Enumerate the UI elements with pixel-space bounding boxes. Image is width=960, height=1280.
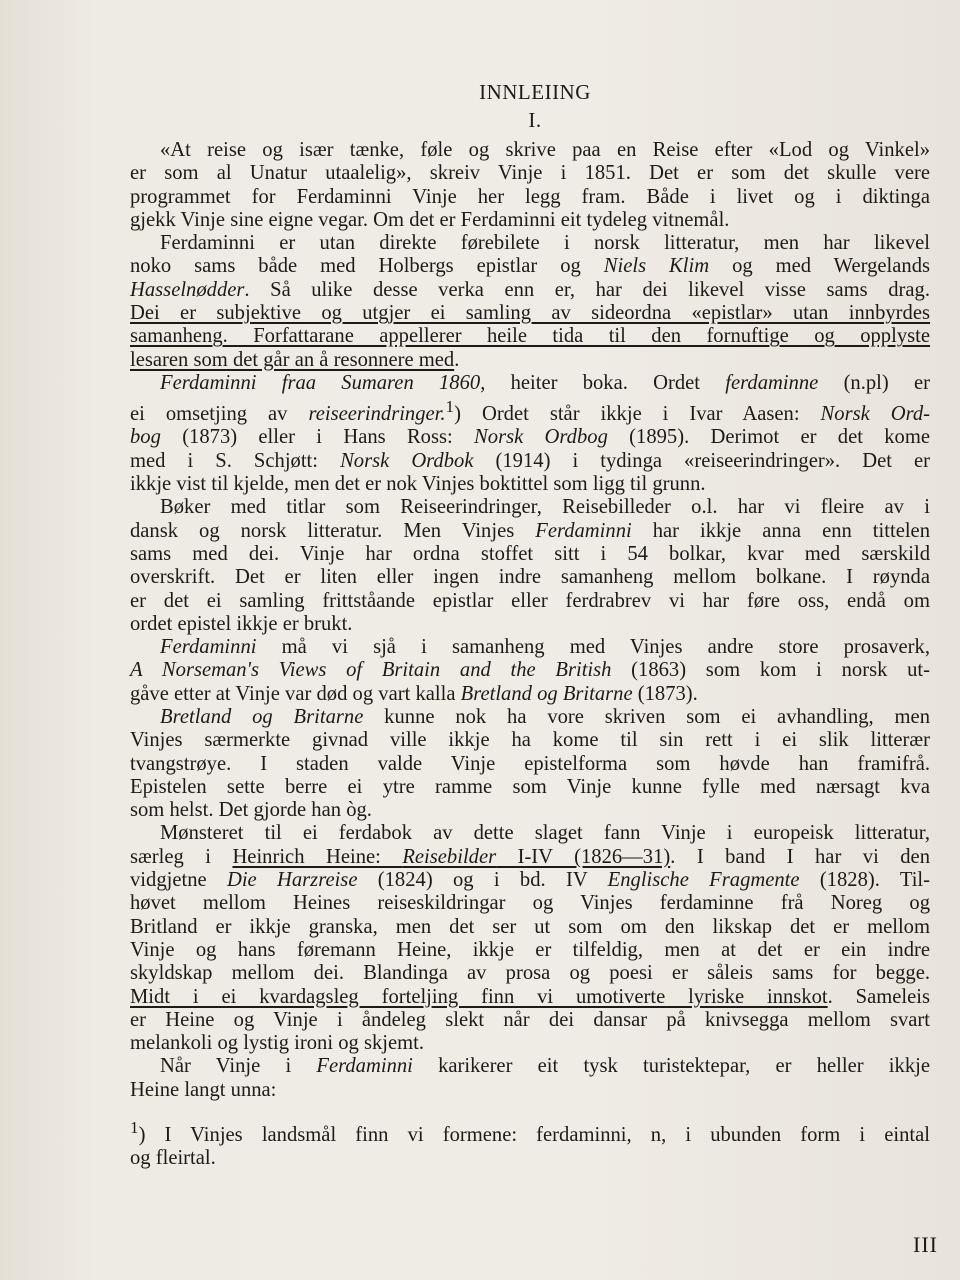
underlined-passage: samanheng. Forfattarane appellerer heile tida til den fornuftige og opplyste: [130, 325, 930, 348]
underlined-passage: Midt i ei kvardagsleg forteljing finn vi umotiverte lyriske innskot: [130, 985, 828, 1008]
text-line: programmet for Ferdaminni Vinje her legg fram. Både i livet og i diktinga: [130, 185, 930, 208]
text-line: [130, 302, 930, 325]
text-line: Når Vinje i Ferdaminni karikerer eit tysk turistektepar, er heller ikkje: [160, 1055, 930, 1078]
text-line: overskrift. Det er liten eller ingen indre samanheng mellom bolkane. I røynda: [130, 566, 930, 589]
text-line: Vinjes særmerkte givnad ville ikkje ha kome til sin rett i ei slik litterær: [130, 729, 930, 752]
text-line: gåve etter at Vinje var død og vart kalla Bretland og Britarne (1873).: [130, 682, 698, 705]
text-line: noko sams både med Holbergs epistlar og Niels Klim og med Wergelands: [130, 255, 931, 278]
text-line: tvangstrøye. I staden valde Vinje epistelforma som høvde han framifrå.: [130, 752, 930, 775]
text-line: Britland er ikkje granska, men det ser ut som om den likskap det er mellom: [130, 915, 930, 938]
text-line: vidgjetne Die Harzreise (1824) og i bd. IV Englische Fragmente (1828). Til-: [130, 869, 931, 892]
underlined-passage: Dei er subjektive og utgjer ei samling av sideordna «epistlar» utan innbyrdes: [130, 302, 930, 325]
text-line: Epistelen sette berre ei ytre ramme som Vinje kunne fylle med nærsagt kva: [130, 775, 930, 798]
text-line: ei omsetjing av reiseerindringer.$^1$) Ordet står ikkje i Ivar Aasen: Norsk Ord-: [130, 397, 930, 426]
footnote-ref: 1: [445, 397, 455, 417]
text-line: dansk og norsk litteratur. Men Vinjes Ferdaminni har ikkje anna enn tittelen: [130, 519, 930, 542]
text-line: Hasselnødder. Så ulike desse verka enn er, har dei likevel visse sams drag.: [130, 278, 930, 301]
text-line: Ferdaminni er utan direkte førebilete i norsk litteratur, men har likevel: [160, 232, 930, 255]
underlined-passage: Heinrich Heine: Reisebilder I-IV (1826—31): [232, 845, 671, 868]
text-line: Midt i ei kvardagsleg forteljing finn vi umotiverte lyriske innskot. Sameleis: [130, 985, 931, 1008]
footnote: $^1$) I Vinjes landsmål finn vi formene: ferdaminni, n, i ubunden form i eintal: [130, 1118, 930, 1146]
text-line: «At reise og især tænke, føle og skrive paa en Reise efter «Lod og Vinkel»: [160, 139, 930, 161]
underlined-passage: lesaren som det går an å resonnere med: [130, 348, 455, 371]
chapter-title: INNLEIING: [479, 80, 591, 104]
text-line: bog (1873) eller i Hans Ross: Norsk Ordbog (1895). Derimot er det kome: [130, 426, 930, 449]
section-number: I.: [528, 108, 542, 132]
footnote: og fleirtal.: [130, 1147, 216, 1170]
text-line: Mønsteret til ei ferdabok av dette slaget fann Vinje i europeisk litteratur,: [160, 822, 930, 845]
text-line: skyldskap mellom dei. Blandinga av prosa og poesi er såleis sams for begge.: [130, 962, 930, 985]
text-line: er det ei samling frittståande epistlar eller ferdrabrev vi har føre oss, endå om: [130, 589, 930, 612]
text-line: høvet mellom Heines reiseskildringar og Vinjes ferdaminne frå Noreg og: [130, 892, 930, 915]
text-line: er som al Unatur utaalelig», skreiv Vinje i 1851. Det er som det skulle vere: [130, 162, 930, 185]
text-line: sams med dei. Vinje har ordna stoffet sitt i 54 bolkar, kvar med særskild: [130, 542, 930, 565]
text-line: ordet epistel ikkje er brukt.: [130, 612, 353, 635]
text-line: ikkje vist til kjelde, men det er nok Vinjes boktittel som ligg til grunn.: [130, 473, 706, 496]
text-line: gjekk Vinje sine eigne vegar. Om det er Ferdaminni eit tydeleg vitnemål.: [130, 208, 730, 231]
text-line: Bretland og Britarne kunne nok ha vore skriven som ei avhandling, men: [160, 705, 930, 728]
text-line: Ferdaminni fraa Sumaren 1860, heiter boka. Ordet ferdaminne (n.pl) er: [160, 371, 930, 394]
footnote-mark: 1: [130, 1118, 139, 1138]
text-line: særleg i Heinrich Heine: Reisebilder I-IV (1826—31). I band I har vi den: [130, 845, 930, 868]
body-text: [130, 139, 930, 1170]
page-number: III: [913, 1232, 938, 1257]
text-line: med i S. Schjøtt: Norsk Ordbok (1914) i tydinga «reiseerindringer». Det er: [130, 449, 930, 472]
text-line: melankoli og lystig ironi og skjemt.: [130, 1032, 425, 1055]
text-line: Vinje og hans føremann Heine, ikkje er tilfeldig, men at det er ein indre: [130, 938, 930, 961]
text-line: lesaren som det går an å resonnere med.: [130, 348, 460, 371]
text-line: Heine langt unna:: [130, 1078, 277, 1101]
text-line: er Heine og Vinje i åndeleg slekt når dei dansar på knivsegga mellom svart: [130, 1008, 930, 1031]
text-line: Bøker med titlar som Reiseerindringer, Reisebilleder o.l. har vi fleire av i: [160, 496, 930, 519]
text-line: Ferdaminni må vi sjå i samanheng med Vinjes andre store prosaverk,: [160, 636, 930, 659]
text-line: A Norseman's Views of Britain and the British (1863) som kom i norsk ut-: [130, 659, 930, 682]
text-line: som helst. Det gjorde han òg.: [130, 799, 372, 822]
text-line: [130, 325, 930, 348]
